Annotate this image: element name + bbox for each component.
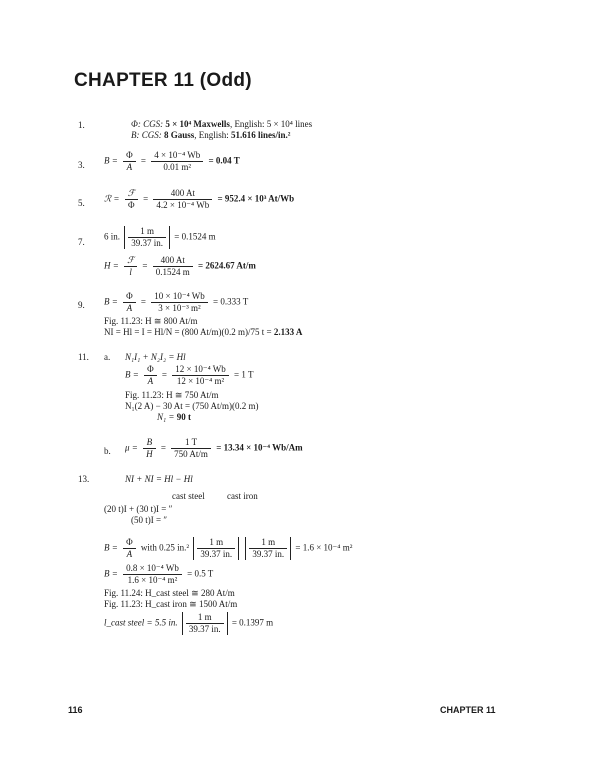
problem-11-a-line-2 [125,364,253,387]
denominator: 750 At/m [174,449,208,459]
denominator: 12 × 10⁻⁴ m² [176,376,225,386]
result: = 1 T [234,369,254,380]
numerator: 1 m [197,537,235,549]
label-cast-steel: cast steel [172,491,205,501]
problem-13-line-1 [125,474,193,484]
problem-9-line-2: Fig. 11.23: H ≅ 800 At/m [104,316,198,326]
denominator: H [146,449,153,459]
fraction [151,150,203,173]
result: = 0.333 T [213,296,249,307]
numerator: 1 m [186,612,224,624]
problem-13-line-8 [104,612,273,635]
fraction [144,364,157,387]
fraction [172,364,229,387]
denominator: 39.37 in. [131,238,164,248]
conversion-bracket [182,612,228,635]
text: 6 in. [104,231,121,242]
lhs: B = [104,296,118,307]
numerator: ℱ [124,255,137,267]
conversion-bracket [245,537,291,560]
fraction [123,537,136,560]
fraction [125,188,138,211]
equals: = [140,296,146,307]
text: B: CGS: [131,130,164,140]
denominator: Φ [128,200,135,210]
conversion-bracket [124,226,170,249]
lhs: ℛ = [104,193,120,204]
problem-11-a-line-1 [125,352,186,362]
answer: = 952.4 × 10³ At/Wb [217,193,295,204]
denominator: 0.01 m² [163,162,192,172]
problem-number-5: 5. [78,198,85,208]
text: N₁ = [157,412,177,422]
lhs: B = [104,568,118,579]
numerator: Φ [123,150,136,162]
numerator: B [143,437,156,449]
equals: = [143,193,149,204]
lhs: l_cast steel = 5.5 in. [104,617,178,628]
equals: = [161,369,167,380]
lhs: B = [104,155,118,166]
denominator: 39.37 in. [200,549,233,559]
answer: 5 × 10⁴ Maxwells [165,119,230,129]
text: , English: [194,130,232,140]
problem-5-equation [104,188,294,211]
numerator: 1 m [249,537,287,549]
numerator: 1 m [128,226,166,238]
lhs: H = [104,260,119,271]
running-footer: CHAPTER 11 [440,705,496,715]
lhs: B = [125,369,139,380]
problem-number-13: 13. [78,474,90,484]
numerator: 400 At [153,255,193,267]
problem-number-1: 1. [78,120,85,130]
fraction [123,563,182,586]
result: = 0.5 T [187,568,214,579]
numerator: Φ [144,364,157,376]
label-cast-iron: cast iron [227,491,258,501]
answer: 8 Gauss [164,130,195,140]
problem-3-equation [104,150,240,173]
fraction [153,188,212,211]
fraction [123,150,136,173]
fraction [143,437,156,460]
denominator: 0.1524 m [155,267,190,277]
answer: = 13.34 × 10⁻⁴ Wb/Am [216,442,303,453]
text: with 0.25 in.² [140,542,190,553]
denominator: 39.37 in. [188,624,221,634]
denominator: A [147,376,154,386]
answer: 51.616 lines/in.² [231,130,291,140]
problem-11-a-line-4: N₁(2 A) − 30 At = (750 At/m)(0.2 m) [125,401,259,411]
problem-13-line-3: (50 t)I = ″ [131,515,168,525]
numerator: 0.8 × 10⁻⁴ Wb [123,563,182,575]
numerator: 4 × 10⁻⁴ Wb [151,150,203,162]
denominator: 3 × 10⁻³ m² [158,303,201,313]
equals: = [160,442,166,453]
fraction [151,291,208,314]
chapter-title: CHAPTER 11 (Odd) [74,70,252,91]
numerator: Φ [123,291,136,303]
fraction [171,437,211,460]
problem-7-line-2 [104,255,256,278]
problem-1-line-2 [131,130,291,140]
problem-13-line-7: Fig. 11.23: H_cast iron ≅ 1500 At/m [104,599,238,609]
fraction [124,255,137,278]
conversion-bracket [193,537,239,560]
numerator: ℱ [125,188,138,200]
answer: 90 t [176,412,191,422]
answer: 2.133 A [273,327,303,337]
fraction [153,255,193,278]
numerator: 12 × 10⁻⁴ Wb [172,364,229,376]
denominator: l [129,267,132,277]
denominator: 1.6 × 10⁻⁴ m² [127,575,178,585]
equals: = [142,260,148,271]
answer: = 0.04 T [208,155,240,166]
problem-number-11: 11. [78,352,89,362]
numerator: Φ [123,537,136,549]
text: N₁I₁ + N₂I₂ = Hl [125,352,186,362]
problem-number-3: 3. [78,160,85,170]
denominator: 39.37 in. [252,549,285,559]
result: = 0.1397 m [231,617,274,628]
lhs: B = [104,542,118,553]
lhs: μ = [125,442,138,453]
problem-number-7: 7. [78,237,85,247]
problem-11-a-line-5 [157,412,191,422]
problem-9-line-1 [104,291,248,314]
page-number: 116 [68,705,83,715]
problem-7-line-1 [104,226,216,249]
numerator: 1 T [171,437,211,449]
fraction [123,291,136,314]
part-a-label: a. [104,352,111,362]
denominator: A [126,162,133,172]
numerator: 400 At [153,188,212,200]
result: = 1.6 × 10⁻⁴ m² [295,542,353,553]
problem-9-line-3 [104,327,302,337]
part-b-label: b. [104,446,111,456]
text: NI = Hl = I = Hl/N = (800 At/m)(0.2 m)/75 t = [104,327,274,337]
text: NI + NI = Hl − Hl [125,474,193,484]
answer: = 2624.67 At/m [198,260,256,271]
problem-1-line-1 [131,119,312,129]
problem-number-9: 9. [78,300,85,310]
problem-11-a-line-3: Fig. 11.23: H ≅ 750 At/m [125,390,219,400]
text: Φ: CGS: [131,119,166,129]
text: , English: 5 × 10⁴ lines [229,119,313,129]
equals: = [140,155,146,166]
result: = 0.1524 m [174,231,216,242]
problem-11-b-line [125,437,303,460]
problem-13-line-4 [104,537,352,560]
denominator: A [126,549,133,559]
denominator: A [126,303,133,313]
problem-13-line-5 [104,563,213,586]
problem-13-line-2: (20 t)I + (30 t)I = ″ [104,504,173,514]
numerator: 10 × 10⁻⁴ Wb [151,291,208,303]
denominator: 4.2 × 10⁻⁴ Wb [156,200,210,210]
problem-13-line-6: Fig. 11.24: H_cast steel ≅ 280 At/m [104,588,235,598]
